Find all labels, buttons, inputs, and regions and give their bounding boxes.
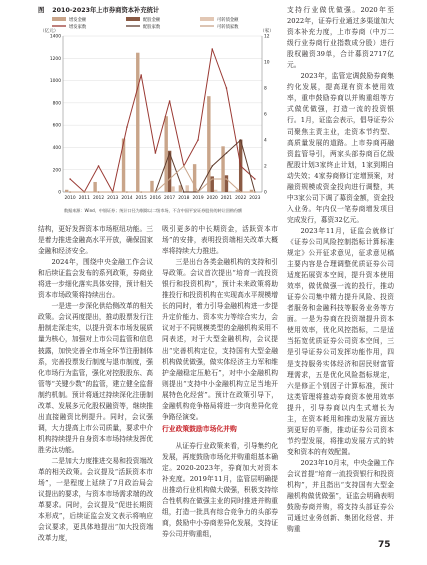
paragraph: 一是进一步深化供给侧改革的相关政策。会议再度提出，推动股票发行注册制走深走实，以提升资本市场发展质量为核心，加强对上市公司监管和信息披露，加快完善全市场全环节注册制体系，完善投票发行制度与退市制度，强化市场行为监管，强化对控股股东、高管等“关键少数”的监管，建立健全监督制约机制。预计将通过持续深化注册制改革、发展多元化股权融资等，继续推出直接融资比例提升。同时，会议强调，大力提高上市公司质量，要求中介机构持续提升自身资本市场持续发挥优胜劣汰功能。 bbox=[38, 302, 153, 454]
paragraph: 2024年，围绕中央金融工作会议和后续证监会发布的系列政策，券商业将进一步细化落实具体安排，预计相关资本市场政策将持续出台。 bbox=[38, 258, 153, 300]
paragraph: 结构，更好发挥资本市场枢纽功能。三是着力推进金融高水平开放，确保国家金融和经济安全。 bbox=[38, 225, 153, 256]
point-可转债家数 bbox=[155, 191, 157, 193]
y-tick-left: 1400 bbox=[49, 34, 61, 40]
x-tick-label: 2011 bbox=[78, 196, 90, 201]
figure bbox=[38, 5, 278, 217]
bar-可转债金额 bbox=[214, 190, 217, 192]
point-增发家数 bbox=[126, 126, 128, 128]
figure-source: 数据来源：Wind、中银证券；统计口径为剔除以二级市场，不含中国平安证券股份的转让回购份额 bbox=[64, 208, 243, 213]
figure-label: 图 bbox=[38, 7, 45, 14]
y-tick-right: 6 bbox=[264, 112, 267, 118]
x-tick-label: 2014 bbox=[121, 196, 133, 201]
y-tick-right: 2 bbox=[264, 164, 267, 170]
y-tick-left: 600 bbox=[52, 123, 61, 129]
paragraph: 二是加大力度推进交易和投资端改革的相关政策。会议提及“活跃资本市场”，一是程度上延续了7月政治局会议提出的要求，与资本市场需求端的改革要求。同时，会议提及“促进长期资本形成”，后续证监会发文表示将响应会议要求，更具体地提出“加大投资端改革力度， bbox=[38, 456, 153, 543]
x-tick-label: 2023 bbox=[249, 196, 261, 201]
figure-title-text: 2010-2023年上市券商资本补充统计 bbox=[52, 7, 160, 14]
point-增发家数 bbox=[140, 74, 142, 76]
y-tick-left: 0 bbox=[58, 190, 61, 196]
x-tick-label: 2016 bbox=[149, 196, 161, 201]
point-增发家数 bbox=[169, 100, 171, 102]
y-tick-left: 400 bbox=[52, 146, 61, 152]
paragraph: 从证券行业政策来看，引导集约化发展，再度鼓励市场化并购重组基本确定。2020-2023年，券商加大对资本补充度。2019年11月，监管层明确提出推动行业机构做大做强，积极支持综合性机构在做强主业的同时推进并购重组，打造一批具有综合竞争力的头部券商，鼓励中小券商差异化发展，支持证券公司并购重组， bbox=[162, 442, 278, 539]
point-可转债家数 bbox=[240, 191, 242, 193]
legend-label: 配股家数 bbox=[143, 25, 161, 30]
point-增发家数 bbox=[240, 165, 242, 167]
paragraph: 三是出台各类金融机构的支持和引导政策。会议首次提出“培育一流投资银行和投资机构”，预计未来政策将助推投行和投资机构在实现高水平规模增长的同时，着力引导金融机构进一步提升定价能力、资本实力等综合实力，会议对于不同规模类型的金融机构采用不同表述，对于大型金融机构，会议提出“完善机构定位，支持国有大型金融机构做优做强，做实体经济主力军和维护金融稳定压舱石”，对中小金融机构则提出“支持中小金融机构立足当地开展特色化经营”。预计在政策引导下，金融机构竞争格局将进一步向差异化竞争路径演变。 bbox=[162, 258, 278, 421]
y-tick-right: 8 bbox=[264, 86, 267, 92]
section-heading: 行业政策鼓励市场化并购 bbox=[162, 425, 237, 433]
point-增发家数 bbox=[197, 139, 199, 141]
y-tick-left: 200 bbox=[52, 168, 61, 174]
point-增发家数 bbox=[254, 178, 256, 180]
paragraph: 2023年11月，证监会就修订《证券公司风险控制指标计算标准规定》公开征求意见，征求意见稿主要内容是合理调整优质证券公司适度拓展资本空间，提升资本使用效率，做优做强一流的投行，推动证券公司集中精力提升风险、投资者服务和金融科技等服务业务等方面。一是为券商在投资端提升资本使用效率，优化风控指标，二是适当拓宽优质证券公司资本空间，三是引导证券公司发挥功能作用，四是支持服务实体经济和居民财富管理需求，五是优化风险指标规定，六是修正个别因子计算标准，预计这类管理将推动券商资本使用效率提升，引导券商以内生式增长为主，在资本耗用和推动发展方面达到更好的平衡，推动证券公司资本节约型发展，将推动发展方式的转变和资本的有效配置。 bbox=[287, 226, 394, 456]
point-配股家数 bbox=[226, 152, 228, 154]
x-tick-label: 2019 bbox=[192, 196, 204, 201]
x-tick-label: 2012 bbox=[92, 196, 105, 201]
paragraph: 2023年，监管定调鼓励券商集约化发展，提高现有资本使用效率，重申鼓励券商以并购重组等方式做优做强，打造一流的投资银行。1月，证监会表示，倡导证券公司聚焦主责主业，走资本节约型、高质量发展的道路。上市券商再融资监管导引，两家头部券商百亿级配股计划3家终止计划，1家到期自动失效；4家券商修订定增预案，对融资规模或资金投向进行调整，其中3家公司下调了募资金额，资金投入业务。年内仅一笔券商增发项目完成发行，募资32亿元。 bbox=[287, 72, 394, 224]
y-tick-left: 800 bbox=[52, 101, 61, 107]
bar-增发金额 bbox=[150, 181, 153, 192]
y-tick-right: 10 bbox=[264, 60, 270, 66]
x-tick-label: 2020 bbox=[206, 196, 218, 201]
point-配股家数 bbox=[211, 165, 213, 167]
point-可转债家数 bbox=[140, 191, 142, 193]
page-number: 75 bbox=[378, 540, 391, 550]
point-可转债家数 bbox=[197, 191, 199, 193]
paragraph: 2023年10月末，中央金融工作会议首提“培育一流投资银行和投资机构”，并且指出“支持国有大型金融机构做优做强”，证监会明确表明鼓励券商并购，将支持头部证券公司通过业务创新、集团化经营、并购重 bbox=[287, 458, 394, 534]
line-增发家数 bbox=[70, 49, 255, 192]
point-配股家数 bbox=[169, 152, 171, 154]
y-tick-left: 1200 bbox=[49, 56, 61, 62]
y-tick-left: 1000 bbox=[49, 79, 61, 85]
point-配股家数 bbox=[183, 191, 185, 193]
right-column bbox=[287, 5, 394, 535]
left-column bbox=[38, 224, 153, 544]
bar-增发金额 bbox=[65, 190, 68, 192]
point-可转债家数 bbox=[98, 191, 100, 193]
bar-增发金额 bbox=[207, 96, 210, 192]
y-axis-left-unit: （亿元） bbox=[40, 29, 59, 34]
bar-可转债金额 bbox=[228, 191, 231, 192]
point-增发家数 bbox=[98, 165, 100, 167]
figure-title bbox=[38, 5, 159, 14]
paragraph: 支持行业做优做强。2020年至2022年，证券行业通过多渠道加大资本补充力度，上市券商（中万二级行业券商行业指数成分股）进行股权融资39单，合计募资2717亿元。 bbox=[287, 6, 394, 70]
paragraph: 吸引更多的中长期资金，活跃资本市场”的安排，表明投资端相关改革大概率将持续大力推进。 bbox=[162, 225, 278, 256]
bar-增发金额 bbox=[221, 146, 224, 192]
point-可转债家数 bbox=[254, 191, 256, 193]
point-可转债家数 bbox=[126, 191, 128, 193]
y-tick-right: 12 bbox=[264, 34, 270, 40]
point-增发家数 bbox=[211, 48, 213, 50]
legend-swatch bbox=[200, 17, 214, 21]
legend-label: 可转债家数 bbox=[217, 25, 239, 30]
x-tick-label: 2013 bbox=[107, 196, 119, 201]
point-可转债家数 bbox=[211, 178, 213, 180]
point-可转债家数 bbox=[183, 165, 185, 167]
bar-配股金额 bbox=[225, 175, 228, 192]
middle-column-top bbox=[162, 224, 278, 423]
x-tick-label: 2018 bbox=[178, 196, 190, 201]
y-tick-right: 0 bbox=[264, 190, 267, 196]
legend-label: 增发金额 bbox=[69, 18, 87, 23]
x-tick-label: 2010 bbox=[64, 196, 76, 201]
point-增发家数 bbox=[69, 178, 71, 180]
point-增发家数 bbox=[155, 152, 157, 154]
x-tick-label: 2021 bbox=[220, 196, 233, 201]
point-配股家数 bbox=[240, 139, 242, 141]
bar-可转债金额 bbox=[186, 185, 189, 192]
x-tick-label: 2017 bbox=[164, 196, 176, 201]
point-可转债家数 bbox=[112, 191, 114, 193]
capital-replenishment-chart bbox=[38, 14, 278, 208]
y-tick-right: 4 bbox=[264, 138, 267, 144]
bar-增发金额 bbox=[136, 53, 139, 192]
middle-column-bottom bbox=[162, 441, 278, 540]
legend-label: 可转债金额 bbox=[217, 18, 239, 23]
point-增发家数 bbox=[226, 87, 228, 89]
point-可转债家数 bbox=[84, 191, 86, 193]
bar-增发金额 bbox=[93, 182, 96, 192]
legend-swatch bbox=[52, 17, 66, 21]
legend-label: 配股金额 bbox=[143, 18, 161, 23]
legend-swatch bbox=[126, 17, 140, 21]
x-tick-label: 2015 bbox=[135, 196, 147, 201]
point-可转债家数 bbox=[69, 191, 71, 193]
point-可转债家数 bbox=[169, 178, 171, 180]
legend-label: 增发家数 bbox=[69, 25, 87, 30]
point-可转债家数 bbox=[226, 178, 228, 180]
y-axis-right-unit: （家） bbox=[260, 29, 274, 34]
x-tick-label: 2022 bbox=[235, 196, 247, 201]
bar-可转债金额 bbox=[171, 186, 174, 192]
